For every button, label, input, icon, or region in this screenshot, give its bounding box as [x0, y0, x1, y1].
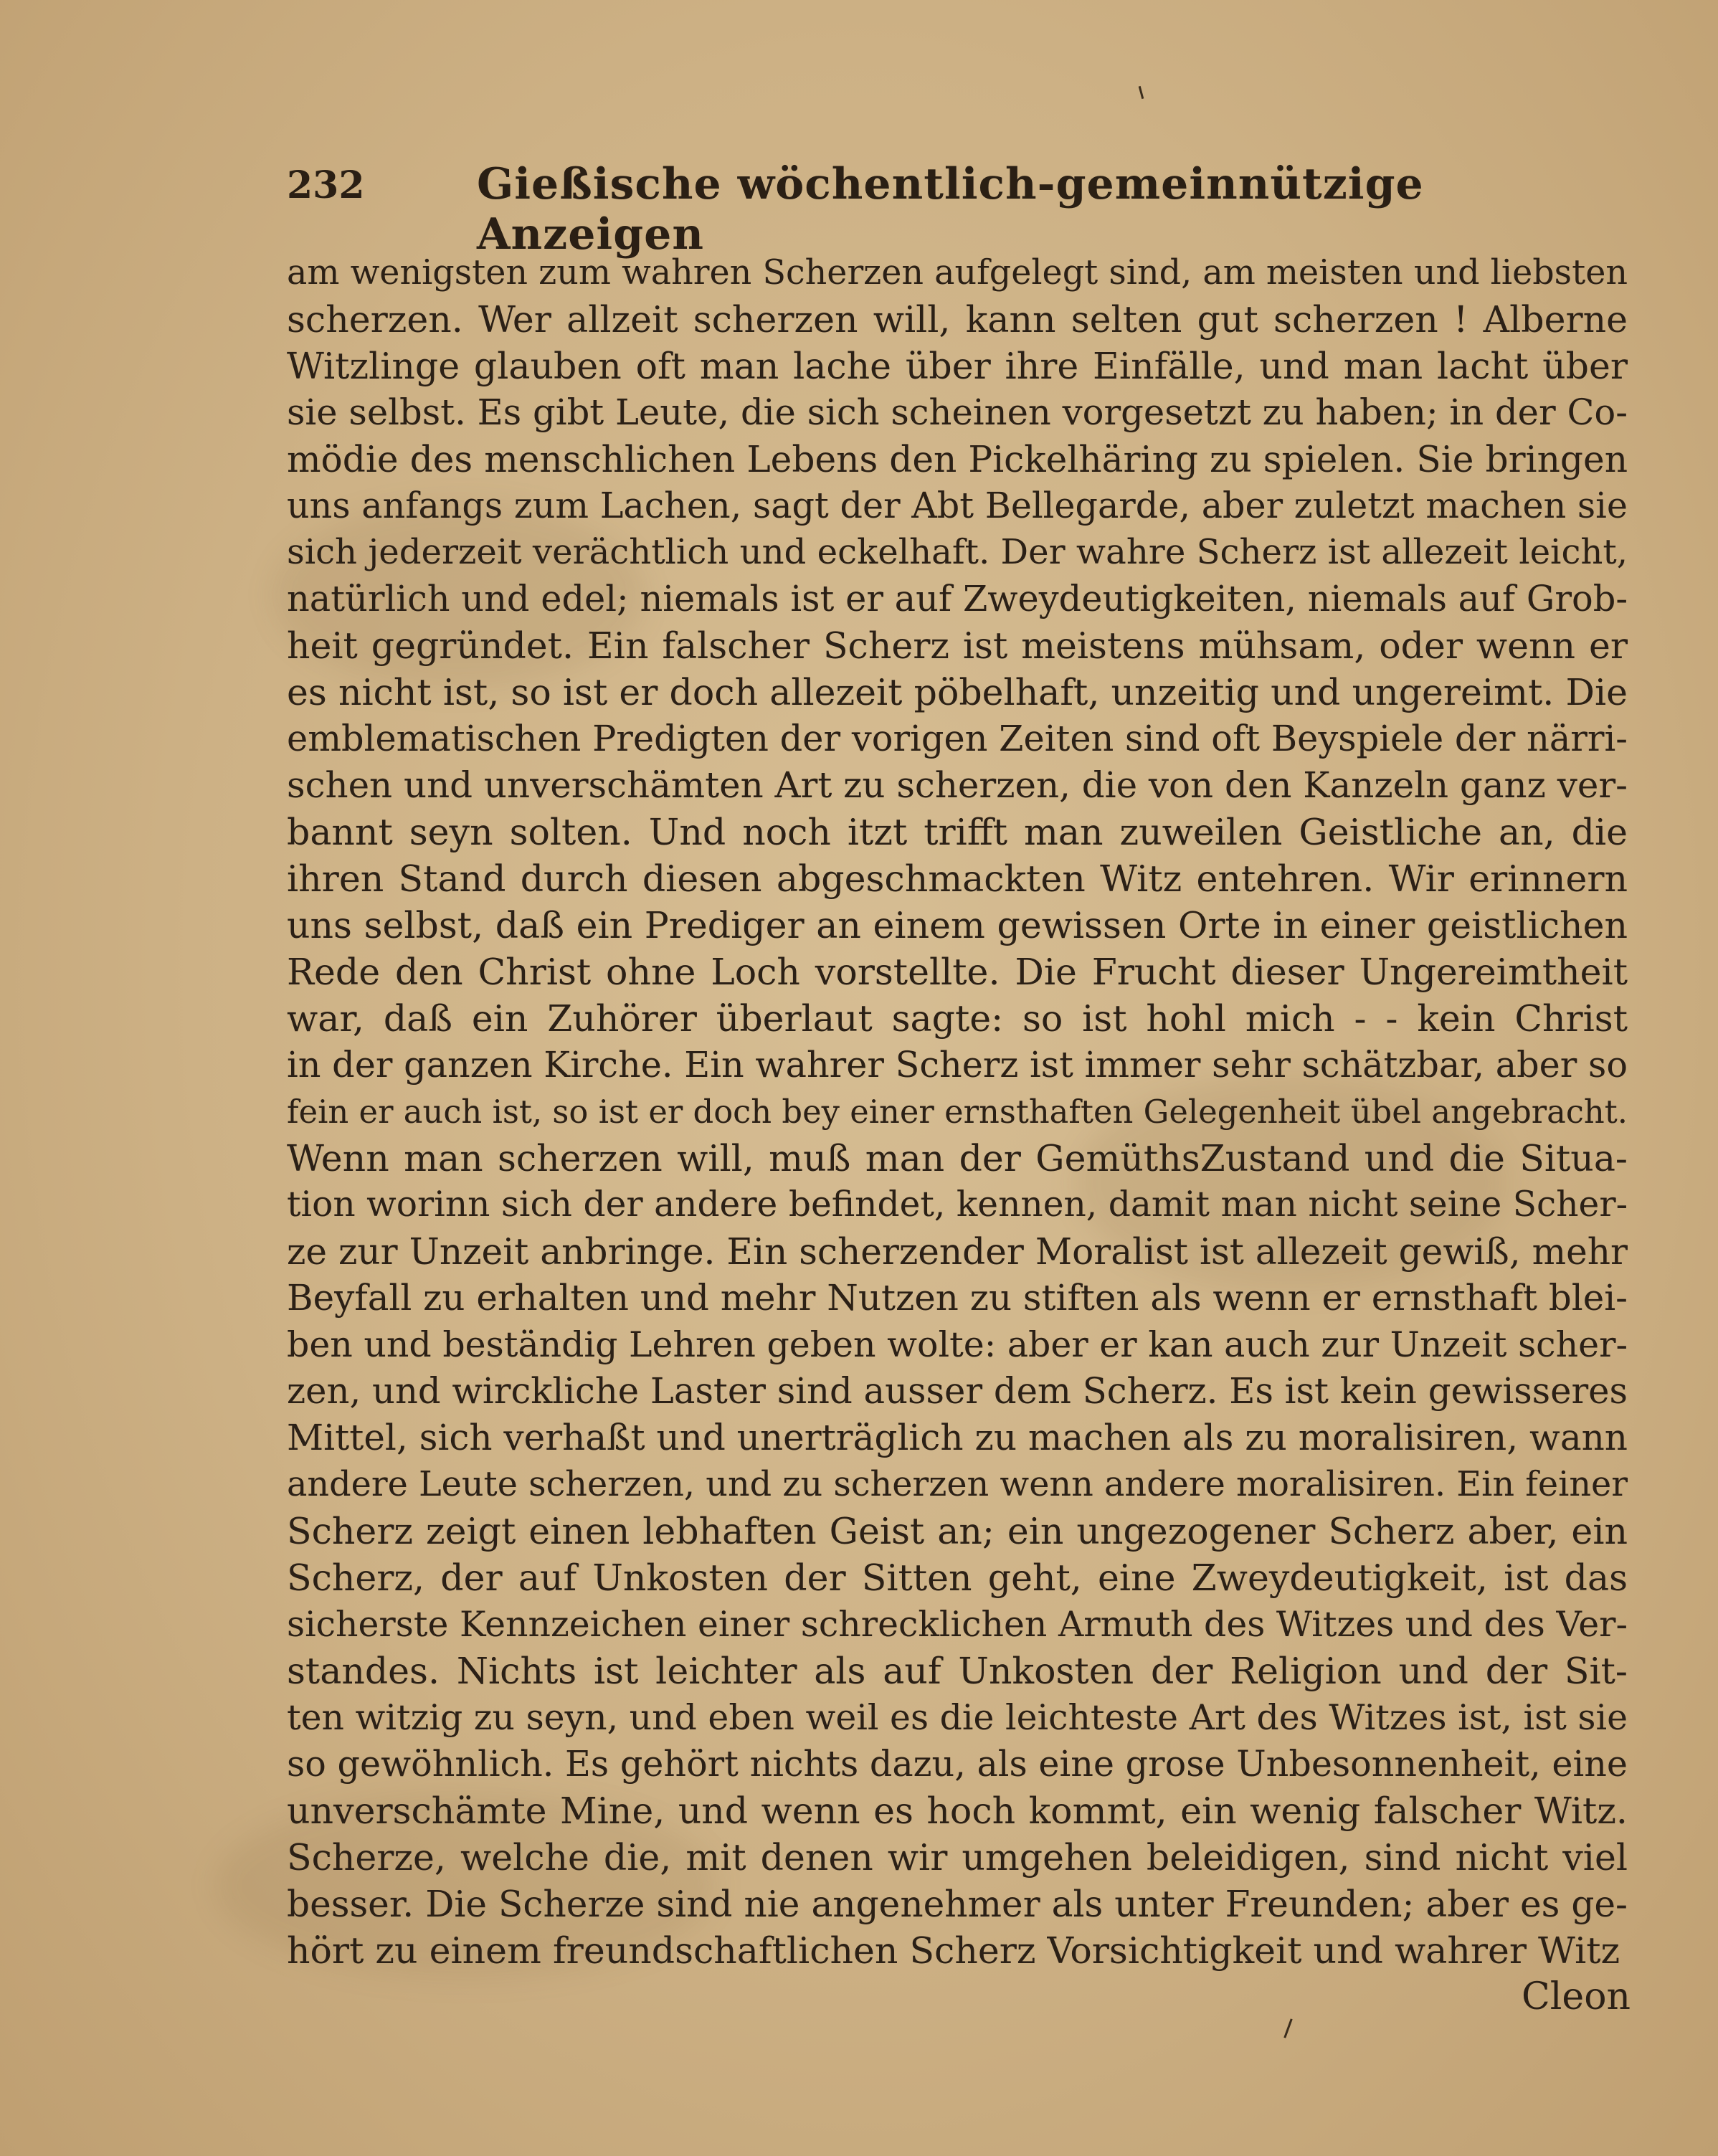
text-line: Scherz zeigt einen lebhaften Geist an; ein ungezogener Scherz aber, ein [287, 1510, 1628, 1552]
text-line: sicherste Kennzeichen einer schrecklichen Armuth des Witzes und des Ver- [287, 1604, 1628, 1645]
text-line: Witzlinge glauben oft man lache über ihre Einfälle, und man lacht über [287, 345, 1628, 387]
text-line: fein er auch ist, so ist er doch bey einer ernsthaften Gelegenheit übel angebracht. [287, 1093, 1628, 1131]
text-line: uns anfangs zum Lachen, sagt der Abt Bellegarde, aber zuletzt machen sie [287, 485, 1628, 526]
text-line: zen, und wirckliche Laster sind ausser dem Scherz. Es ist kein gewisseres [287, 1370, 1628, 1412]
text-line: am wenigsten zum wahren Scherzen aufgelegt sind, am meisten und liebsten [287, 253, 1628, 293]
text-line: Mittel, sich verhaßt und unerträglich zu machen als zu moralisiren, wann [287, 1417, 1628, 1458]
text-line: ze zur Unzeit anbringe. Ein scherzender Moralist ist allezeit gewiß, mehr [287, 1230, 1628, 1273]
text-line: hört zu einem freundschaftlichen Scherz Vorsichtigkeit und wahrer Witz [287, 1929, 1620, 1972]
text-line: heit gegründet. Ein falscher Scherz ist meistens mühsam, oder wenn er [287, 625, 1628, 667]
body-text [287, 250, 1628, 1974]
text-line: tion worinn sich der andere befindet, kennen, damit man nicht seine Scher- [287, 1184, 1628, 1225]
text-line: Scherze, welche die, mit denen wir umgehen beleidigen, sind nicht viel [287, 1836, 1628, 1879]
text-line: so gewöhnlich. Es gehört nichts dazu, als eine grose Unbesonnenheit, eine [287, 1743, 1628, 1785]
text-line: in der ganzen Kirche. Ein wahrer Scherz ist immer sehr schätzbar, aber so [287, 1044, 1628, 1086]
text-line: standes. Nichts ist leichter als auf Unkosten der Religion und der Sit- [287, 1650, 1628, 1692]
text-line: andere Leute scherzen, und zu scherzen wenn andere moralisiren. Ein feiner [287, 1465, 1628, 1504]
text-line: ten witzig zu seyn, und eben weil es die leichteste Art des Witzes ist, ist sie [287, 1697, 1628, 1738]
ink-mark [1283, 2018, 1292, 2038]
text-line: es nicht ist, so ist er doch allezeit pöbelhaft, unzeitig und ungereimt. Die [287, 671, 1628, 713]
text-line: Wenn man scherzen will, muß man der GemüthsZustand und die Situa- [287, 1137, 1628, 1179]
text-line: natürlich und edel; niemals ist er auf Zweydeutigkeiten, niemals auf Grob- [287, 578, 1628, 619]
text-line: Beyfall zu erhalten und mehr Nutzen zu stiften als wenn er ernsthaft blei- [287, 1277, 1628, 1319]
ink-mark [1139, 86, 1144, 99]
text-line: Scherz, der auf Unkosten der Sitten geht, eine Zweydeutigkeit, ist das [287, 1557, 1628, 1599]
text-line: sie selbst. Es gibt Leute, die sich scheinen vorgesetzt zu haben; in der Co- [287, 391, 1628, 433]
running-head: Gießische wöchentlich-gemeinnützige Anzeigen [477, 159, 1424, 260]
catchword: Cleon [1522, 1975, 1631, 2018]
text-line: war, daß ein Zuhörer überlaut sagte: so ist hohl mich - - kein Christ [287, 997, 1628, 1040]
text-line: ihren Stand durch diesen abgeschmackten Witz entehren. Wir erinnern [287, 858, 1628, 900]
text-line: sich jederzeit verächtlich und eckelhaft. Der wahre Scherz ist allezeit leicht, [287, 532, 1628, 572]
page-header [287, 159, 1463, 260]
text-line: emblematischen Predigten der vorigen Zeiten sind oft Beyspiele der närri- [287, 718, 1628, 759]
text-line: scherzen. Wer allzeit scherzen will, kann selten gut scherzen ! Alberne [287, 298, 1628, 341]
text-line: ben und beständig Lehren geben wolte: aber er kan auch zur Unzeit scher- [287, 1324, 1628, 1365]
text-line: unverschämte Mine, und wenn es hoch kommt, ein wenig falscher Witz. [287, 1790, 1628, 1832]
text-line: uns selbst, daß ein Prediger an einem gewissen Orte in einer geistlichen [287, 904, 1628, 946]
text-line: mödie des menschlichen Lebens den Pickelhäring zu spielen. Sie bringen [287, 438, 1628, 480]
text-line: bannt seyn solten. Und noch itzt trifft man zuweilen Geistliche an, die [287, 811, 1628, 853]
text-line: besser. Die Scherze sind nie angenehmer als unter Freunden; aber es ge- [287, 1883, 1628, 1925]
text-line: schen und unverschämten Art zu scherzen, die von den Kanzeln ganz ver- [287, 764, 1628, 806]
text-line: Rede den Christ ohne Loch vorstellte. Die Frucht dieser Ungereimtheit [287, 951, 1628, 993]
page-number: 232 [287, 163, 365, 207]
